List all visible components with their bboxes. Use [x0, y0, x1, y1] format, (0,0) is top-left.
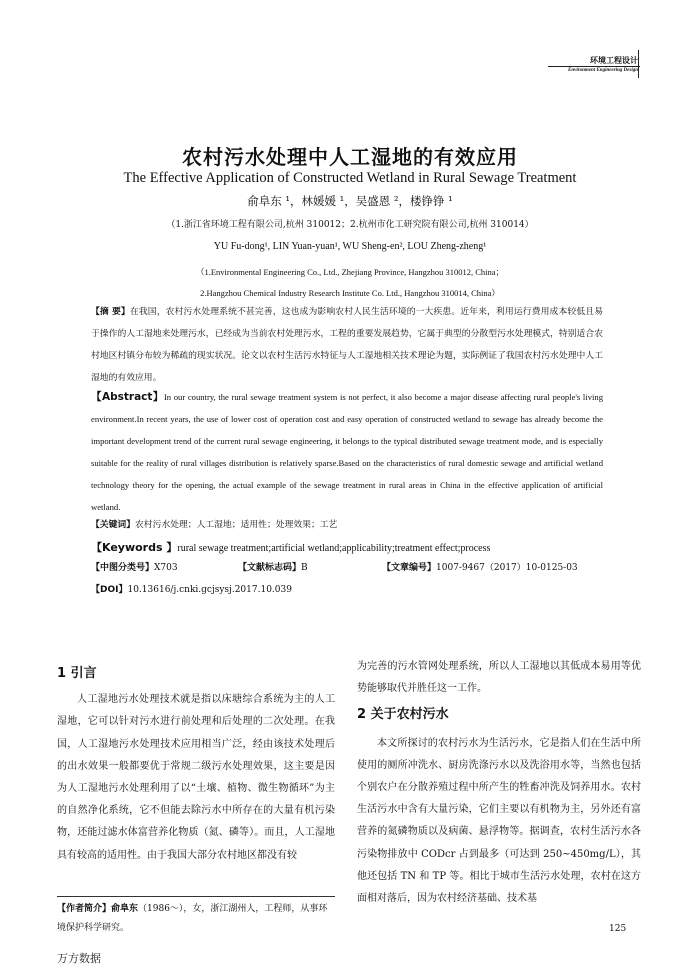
abstract-cn-label: 【摘 要】	[91, 307, 130, 317]
author-note	[57, 900, 335, 938]
section-1-continuation: 为完善的污水管网处理系统，所以人工湿地以其低成本易用等优势能够取代并胜任这一工作。	[357, 661, 641, 695]
paper-title-cn: 农村污水处理中人工湿地的有效应用	[182, 145, 518, 169]
keywords-en	[91, 537, 603, 560]
watermark-text: 万方数据	[57, 952, 101, 965]
doc-code-label: 【文献标志码】	[238, 563, 302, 573]
paper-title-en: The Effective Application of Constructed Wetland in Rural Sewage Treatment	[123, 170, 577, 186]
left-column	[57, 663, 335, 867]
affiliation-cn: （1.浙江省环境工程有限公司,杭州 310012；2.杭州市化工研究院有限公司,杭州 310014）	[166, 220, 534, 230]
affiliation-en-line2: 2.Hangzhou Chemical Industry Research Institute Co. Ltd., Hangzhou 310014, China）	[200, 288, 500, 298]
document-code	[238, 560, 308, 573]
journal-name-cn: 环境工程设计	[590, 56, 638, 65]
clc-number	[91, 560, 178, 573]
clc-label: 【中图分类号】	[91, 563, 155, 573]
article-number	[382, 560, 578, 573]
article-no-label: 【文章编号】	[382, 563, 437, 573]
section-1-heading: 1 引言	[57, 666, 97, 681]
right-column	[357, 656, 641, 910]
header-vertical-rule	[638, 50, 639, 78]
keywords-cn-label: 【关键词】	[91, 520, 135, 530]
affiliation-en-line1: （1.Environmental Engineering Co., Ltd., Zhejiang Province, Hangzhou 310012, China；	[195, 267, 505, 277]
authors-en: YU Fu-dong¹, LIN Yuan-yuan¹, WU Sheng-en², LOU Zheng-zheng¹	[213, 241, 487, 252]
author-note-label: 【作者简介】俞阜东	[57, 904, 139, 914]
keywords-cn	[91, 514, 603, 536]
article-no-value: 1007-9467（2017）10-0125-03	[436, 563, 578, 573]
header-rule	[548, 66, 640, 67]
doi-line	[91, 582, 292, 595]
page-number: 125	[609, 924, 627, 934]
abstract-cn	[91, 301, 603, 389]
abstract-en-label: 【Abstract】	[91, 391, 164, 403]
keywords-en-text: rural sewage treatment;artificial wetland;applicability;treatment effect;process	[177, 543, 491, 554]
abstract-cn-text: 在我国，农村污水处理系统不甚完善，这也成为影响农村人民生活环境的一大疾患。近年来，利用运行费用成本较低且易于操作的人工湿地来处理污水，已经成为当前农村处理污水，工程的重要发展趋势，它属于典型的分散型污水处理模式，特别适合农村地区村镇分布较为稀疏的现实状况。论文以农村生活污水特征与人工湿地相关技术理论为题，实际例证了我国农村污水处理中人工湿地的有效应用。	[91, 307, 603, 383]
doc-code-value: B	[301, 563, 308, 573]
author-note-text: （1986～），女，浙江湖州人，工程师，从事环境保护科学研究。	[57, 904, 328, 933]
keywords-cn-text: 农村污水处理；人工湿地；适用性；处理效果；工艺	[135, 520, 338, 530]
section-2-heading: 2 关于农村污水	[357, 707, 449, 723]
abstract-en	[91, 386, 603, 518]
doi-value: 10.13616/j.cnki.gcjsysj.2017.10.039	[127, 585, 292, 595]
section-2-paragraph: 本文所探讨的农村污水为生活污水，它是指人们在生活中所使用的厕所冲洗水、厨房洗涤污水以及洗浴用水等，当然也包括个别农户在分散养殖过程中所产生的牲畜冲洗及饲养用水。农村生活污水中含有大量污染，它们主要以有机物为主，另外还有富营养的氮磷物质以及病菌、悬浮物等。据调查，农村生活污水各污染物排放中 CODcr 占到最多（可达到 250~450mg/L），其他还包括 TN 和 TP 等。相比于城市生活污水处理，农村在这方面相对落后，因为农村经济基础、技术基	[357, 737, 641, 905]
journal-name-en: Environment Engineering Design	[567, 68, 638, 73]
clc-value: X703	[154, 563, 178, 573]
footnote-rule	[57, 896, 335, 897]
keywords-en-label: 【Keywords 】	[91, 541, 178, 554]
section-1-paragraph: 人工湿地污水处理技术就是指以床塘综合系统为主的人工湿地，它可以针对污水进行前处理和后处理的二次处理。在我国，人工湿地污水处理技术应用相当广泛，经由该技术处理后的出水效果一般都要优于常规二级污水处理效果，这主要是因为人工湿地污水处理利用了以“土壤、植物、微生物循环”为主的自然净化系统，它不但能去除污水中所存在的大量有机污染物，还能过滤水体富营养化物质（氮、磷等）。而且，人工湿地具有较高的适用性。由于我国大部分农村地区都没有较	[57, 694, 335, 861]
doi-label: 【DOI】	[91, 585, 128, 595]
authors-cn: 俞阜东 ¹，林媛媛 ¹，吴盛恩 ²，楼铮铮 ¹	[247, 194, 453, 208]
abstract-en-text: In our country, the rural sewage treatment system is not perfect, it also become a major disease affecting rural people's living environment.In recent years, the use of lower cost of operation cost and easy operation of constructed wetland to sewage has already become the important development trend of the current rural sewage engineering, it belongs to the typical distributed sewage treatment mode, and is especially suitable for the reality of rural villages distribution is relatively sparse.Based on the characteristics of rural domestic sewage and artificial wetland technology theory for the opening, the actual example of the sewage treatment in rural areas in China in the effective application of artificial wetland.	[91, 392, 603, 512]
